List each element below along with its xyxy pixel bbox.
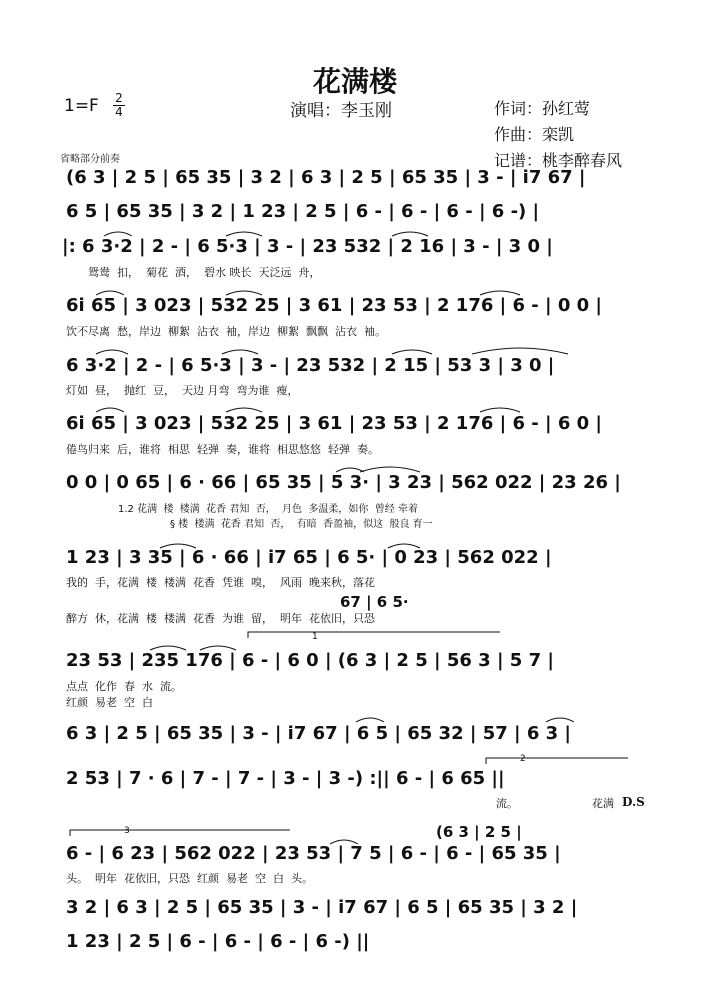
- slur: [336, 468, 364, 472]
- notation-line-5: 6 3·2 | 2 - | 6 5·3 | 3 - | 23 532 | 2 15 | 53 3 | 3 0 |: [66, 355, 555, 376]
- lyric-line-4: 倦鸟归来 后，谁将 相思 轻弹 奏，谁将 相思悠悠 轻弹 奏。: [66, 443, 379, 456]
- slur: [96, 408, 124, 412]
- slur: [160, 544, 196, 548]
- notation-line-7: 0 0 | 0 65 | 6 · 66 | 65 35 | 5 3· | 3 23 | 562 022 | 23 26 |: [66, 472, 621, 493]
- notation-line-4: 6i 65 | 3 023 | 532 25 | 3 61 | 23 53 | 2 176 | 6 - | 0 0 |: [66, 295, 603, 316]
- slur: [200, 646, 236, 650]
- slur: [546, 718, 574, 722]
- notation-line-8: 1 23 | 3 35 | 6 · 66 | i7 65 | 6 5· | 0 23 | 562 022 |: [66, 547, 552, 568]
- lyric-line-13: 头。 明年 花依旧，只恐 红颜 易老 空 白 头。: [66, 872, 313, 885]
- singer-credit: 演唱：李玉刚: [290, 101, 392, 121]
- volta-bracket-2: [486, 758, 628, 764]
- volta-bracket-1: [248, 632, 500, 638]
- notation-line-14: 1 23 | 2 5 | 6 - | 6 - | 6 - | 6 -) ||: [66, 931, 370, 952]
- slur: [150, 646, 186, 650]
- time-signature-bottom: 4: [115, 105, 123, 119]
- ds-marking: D.S: [622, 795, 645, 809]
- notation-line-12: 6 - | 6 23 | 562 022 | 23 53 | 7 5 | 6 - | 6 - | 65 35 |: [66, 843, 561, 864]
- slur: [226, 232, 262, 236]
- lyric-line-9: 点点 化作 春 水 流。: [66, 680, 182, 693]
- notation-line-3: |: 6 3·2 | 2 - | 6 5·3 | 3 - | 23 532 | 2 16 | 3 - | 3 0 |: [62, 236, 553, 257]
- lyric-line-8: 醉方 休，花满 楼 楼满 花香 为谁 留， 明年 花依旧，只恐: [66, 612, 375, 625]
- notation-line-6: 6i 65 | 3 023 | 532 25 | 3 61 | 23 53 | 2 176 | 6 - | 6 0 |: [66, 413, 603, 434]
- volta-label-2: 2: [520, 754, 526, 764]
- slur: [226, 291, 262, 295]
- slur: [472, 348, 568, 354]
- slur: [360, 467, 420, 472]
- notation-line-1: (6 3 | 2 5 | 65 35 | 3 2 | 6 3 | 2 5 | 65 35 | 3 - | i7 67 |: [66, 167, 586, 188]
- lyric-line-5: 1.2 花满 楼 楼满 花香 君知 否， 月色 多温柔，如你 曾经 牵着: [118, 504, 418, 515]
- slur: [388, 544, 420, 548]
- lyric-line-10: 红颜 易老 空 白: [66, 696, 153, 709]
- notation-line-11: 2 53 | 7 · 6 | 7 - | 7 - | 3 - | 3 -) :|| 6 - | 6 65 ||: [66, 768, 505, 789]
- slur: [356, 718, 384, 722]
- lyricist-credit: 作词：孙红莺: [494, 99, 591, 118]
- lyric-line-12: 花满: [592, 797, 614, 810]
- slur: [480, 408, 520, 412]
- composer-credit: 作曲：栾凯: [494, 125, 575, 144]
- volta-label-3: 3: [124, 826, 130, 836]
- time-signature-top: 2: [115, 91, 123, 105]
- lyric-line-2: 饮不尽离 愁，岸边 柳絮 沾衣 袖，岸边 柳絮 飘飘 沾衣 袖。: [66, 325, 386, 338]
- lyric-line-3: 灯如 昼， 抛红 豆， 天边 月弯 弯为谁 瘦，: [66, 384, 299, 397]
- notation-line-2: 6 5 | 65 35 | 3 2 | 1 23 | 2 5 | 6 - | 6 - | 6 - | 6 -) |: [66, 201, 540, 222]
- volta-bracket-3: [70, 830, 290, 836]
- notation-line-10: 6 3 | 2 5 | 65 35 | 3 - | i7 67 | 6 5 | 65 32 | 57 | 6 3 |: [66, 723, 572, 744]
- slur: [392, 350, 432, 354]
- lyric-line-1: 鸳鸯 扣， 菊花 酒， 碧水 映长 天泛远 舟，: [88, 266, 321, 279]
- key-signature: 1=F: [64, 96, 99, 116]
- slur: [222, 350, 258, 354]
- slur: [96, 291, 124, 295]
- slur: [226, 408, 262, 412]
- lyric-line-6: § 楼 楼满 花香 君知 否， 有暗 香盈袖，似这 般良 育一: [170, 519, 433, 530]
- notation-line-13: 3 2 | 6 3 | 2 5 | 65 35 | 3 - | i7 67 | 6 5 | 65 35 | 3 2 |: [66, 897, 578, 918]
- notation-alt-ending: 67 | 6 5·: [340, 593, 409, 611]
- lyric-line-7: 我的 手，花满 楼 楼满 花香 凭谁 嗅， 风雨 晚来秋，落花: [66, 576, 375, 589]
- slur: [104, 232, 132, 236]
- song-title: 花满楼: [312, 65, 397, 98]
- slur: [392, 232, 428, 236]
- transcriber-credit: 记谱：桃李醉春风: [494, 151, 623, 170]
- notation-line-9: 23 53 | 235 176 | 6 - | 6 0 | (6 3 | 2 5 | 56 3 | 5 7 |: [66, 650, 554, 671]
- lyric-line-11: 流。: [496, 797, 518, 810]
- volta-label-1: 1: [312, 632, 318, 642]
- intro-note: 省略部分前奏: [60, 154, 120, 165]
- slur: [330, 840, 358, 844]
- notation-bracket-line: (6 3 | 2 5 |: [436, 823, 522, 841]
- slur: [96, 350, 128, 354]
- slur: [480, 291, 520, 295]
